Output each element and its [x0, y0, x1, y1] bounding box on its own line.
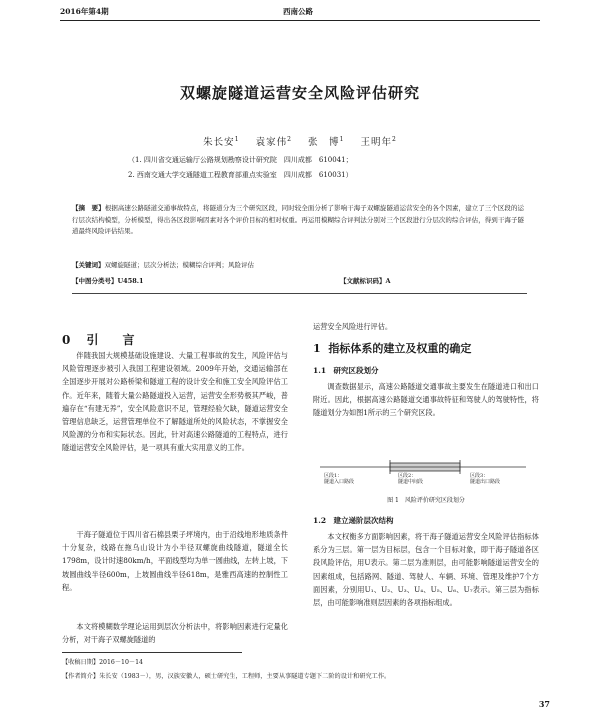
author-name: 袁家伟	[255, 137, 288, 148]
segment-2-label: 区段2： 隧道中间段	[398, 473, 424, 485]
continued-paragraph: 运营安全风险进行评估。	[313, 322, 393, 331]
doc-label: 【文献标识码】	[340, 277, 386, 285]
segment-1-label: 区段1： 隧道入口路段	[324, 473, 355, 485]
keywords	[72, 260, 524, 272]
author-mark: 2	[287, 135, 292, 143]
section-1-heading	[313, 340, 471, 356]
received-date: 【收稿日期】2016－10－14	[62, 659, 143, 666]
issue-label: 2016年第4期	[60, 7, 109, 16]
abstract	[72, 203, 524, 238]
figure-1-caption: 图 1 风险评价研究区段划分	[387, 497, 465, 504]
section-0-heading	[62, 331, 141, 348]
keywords-label: 【关键词】	[72, 261, 105, 269]
clc-label: 【中图分类号】	[72, 277, 118, 285]
segment-3-label: 区段3： 隧道出口路段	[470, 473, 501, 485]
section-1-title: 指标体系的建立及权重的确定	[328, 342, 472, 355]
affiliation-1: （1. 四川省交通运输厅公路规划勘察设计研究院 四川成都 610041；	[128, 156, 353, 164]
section-0-number: 0	[62, 333, 77, 347]
author-name: 张 博	[308, 137, 340, 148]
keywords-text: 双螺旋隧道；层次分析法；模糊综合评判；风险评估	[104, 261, 254, 269]
paper-title: 双螺旋隧道运营安全风险评估研究	[179, 84, 420, 102]
author-mark: 1	[339, 135, 345, 143]
abstract-text: 根据高速公路隧道交通事故特点，将隧道分为三个研究区段，同时较全面分析了影响干海子双螺旋隧道运营安全的各个因素，建立了三个区段的运行层次结构模型，分析模型，得出各区段影响因素对各个评价目标的相对权重。再运用模糊综合评判法分别对三个区段进行分层次的综合评估，得到干海子隧道最终风险评估结果。	[72, 204, 525, 235]
page-number: 37	[538, 699, 550, 709]
abstract-label: 【摘 要】	[72, 204, 105, 212]
section-1-1-paragraph: 调查数据显示，高速公路隧道交通事故主要发生在隧道进口和出口附近。因此，根据高速公路隧道交通事故特征和驾驶人的驾驶特性，将隧道划分为如图1所示的三个研究区段。	[313, 382, 539, 418]
intro-paragraph-3: 本文将模糊数学理论运用到层次分析法中，将影响因素进行定量化分析，对干海子双螺旋隧道的	[62, 622, 288, 645]
section-1-2-heading: 1.2 建立递阶层次结构	[313, 516, 394, 525]
section-1-2-paragraph: 本文权衡多方面影响因素，将干海子隧道运营安全风险评估指标体系分为三层。第一层为目标层，包含一个目标对象，即干海子隧道各区段风险评估，用U表示。第二层为准则层，由可能影响隧道运营安全的因素组成，包括路网、隧道、驾驶人、车辆、环境、管理及维护7个方面因素，分别用U₁、U₂、U₃、U₄、U₅、U₆、U₇表示。第三层为指标层，由可能影响准则层因素的各项指标组成。	[313, 532, 539, 608]
author-mark: 1	[234, 135, 240, 143]
author-name: 朱长安	[203, 137, 235, 148]
journal-name: 西南公路	[283, 7, 313, 16]
abstract-rule	[72, 293, 527, 294]
footnote-rule	[62, 652, 242, 653]
clc-value: U458.1	[117, 277, 144, 285]
section-0-title: 引 言	[86, 333, 141, 347]
author-name: 王明年	[360, 137, 392, 148]
section-1-1-heading: 1.1 研究区段划分	[313, 366, 379, 375]
affiliation-2: 2. 西南交通大学交通隧道工程教育部重点实验室 四川成都 610031）	[128, 171, 353, 179]
document-code	[340, 276, 391, 285]
figure-1	[320, 460, 526, 486]
section-1-number: 1	[313, 342, 321, 355]
clc-code	[72, 276, 144, 285]
intro-paragraph-1: 伴随我国大规模基础设施建设、大量工程事故的发生，风险评估与风险管理逐步被引入我国工程建设领域。2009年开始，交通运输部在全国逐步开展对公路桥梁和隧道工程的设计安全和施工安全风险评估工作。近年来，随着大量公路隧道投入运营，运营安全形势极其严峻，普遍存在“有建无养”，安全风险意识不足，管理经验欠缺，隧道运营安全管理信息缺乏，运营管理单位不了解隧道所处的风险状态，不掌握安全风险源的分布和实际状态。因此，针对高速公路隧道的工程特点，进行隧道运营安全风险评估，是一项具有重大实用意义的工作。	[62, 351, 288, 453]
author-list	[0, 134, 600, 148]
author-bio: 【作者简介】朱长安（1983－），男，汉族安徽人，硕士研究生，工程师，主要从事隧道专题下二阶的设计和研究工作。	[62, 673, 391, 680]
doc-value: A	[385, 277, 391, 285]
author-mark: 2	[392, 135, 397, 143]
intro-paragraph-2: 干海子隧道位于四川省石棉县栗子坪境内，由于沿线地形地质条件十分复杂，线路在拖乌山设计为小半径双螺旋曲线隧道，隧道全长1798m，设计时速80km/h，平面线型均为单一圆曲线，左转上坡，下坡圆曲线半径600m，上坡圆曲线半径618m，是雅西高速的控制性工程。	[62, 530, 288, 592]
header-rule	[60, 20, 540, 21]
